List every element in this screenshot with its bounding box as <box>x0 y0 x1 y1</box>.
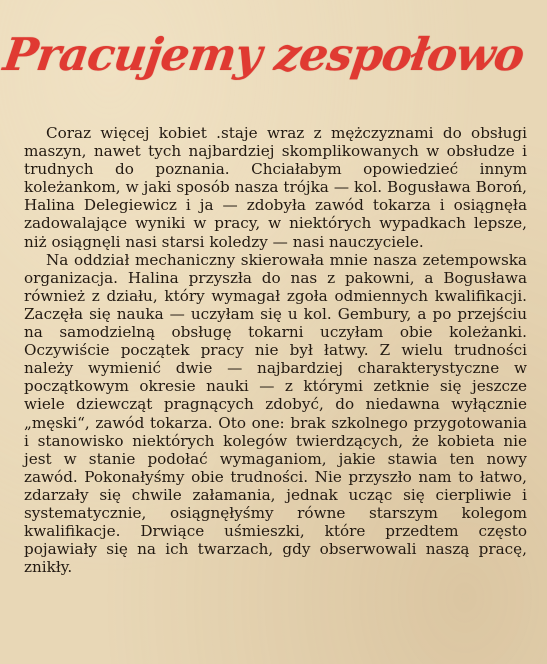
article-body <box>24 124 527 576</box>
paragraph-1: Coraz więcej kobiet .staje wraz z mężczyznami do obsługi maszyn, nawet tych najbardziej skomplikowanych w obsłudze i trudnych do poznania. Chciałabym opowiedzieć innym koleżankom, w jaki sposób nasza trójka — kol. Bogusława Boroń, Halina Delegiewicz i ja — zdobyła zawód tokarza i osiągnęła zadowalające wyniki w pracy, w niektórych wypadkach lepsze, niż osiągnęli nasi starsi koledzy — nasi nauczyciele. <box>24 124 527 251</box>
headline: Pracujemy zespołowo <box>0 28 528 81</box>
paragraph-2: Na oddział mechaniczny skierowała mnie nasza zetempowska organizacja. Halina przyszła do nas z pakowni, a Bogusława również z działu, który wymagał zgoła odmiennych kwalifikacji. Zaczęła się nauka — uczyłam się u kol. Gembury, a po przejściu na samodzielną obsługę tokarni uczyłam obie koleżanki. Oczywiście początek pracy nie był łatwy. Z wielu trudności należy wymienić dwie — najbardziej charakterystyczne w początkowym okresie nauki — z którymi zetknie się jeszcze wiele dziewcząt pragnących zdobyć, do niedawna wyłącznie „męski“, zawód tokarza. Oto one: brak szkolnego przygotowania i stanowisko niektórych kolegów twierdzących, że kobieta nie jest w stanie podołać wymaganiom, jakie stawia ten nowy zawód. Pokonałyśmy obie trudności. Nie przyszło nam to łatwo, zdarzały się chwile załamania, jednak ucząc się cierpliwie i systematycznie, osiągnęłyśmy równe starszym kolegom kwalifikacje. Drwiące uśmieszki, które przedtem często pojawiały się na ich twarzach, gdy obserwowali naszą pracę, znikły. <box>24 250 527 577</box>
